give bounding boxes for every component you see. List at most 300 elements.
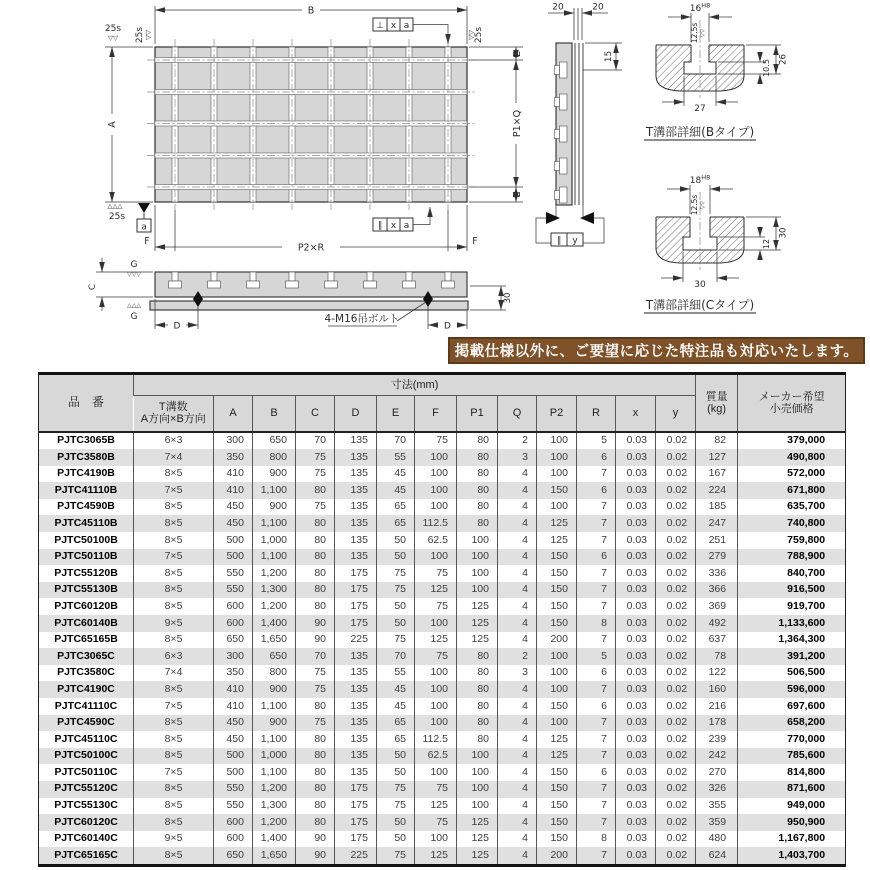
table-cell: 1,300 [253, 582, 296, 599]
table-cell: 75 [415, 814, 457, 831]
table-cell: 410 [214, 466, 253, 483]
parallelism-icon: ∥ [556, 236, 562, 246]
table-cell: 80 [296, 582, 335, 599]
table-cell: PJTC50110B [54, 550, 118, 563]
table-cell: 1,200 [253, 781, 296, 798]
table-cell: 100 [457, 781, 498, 798]
table-cell: 0.02 [656, 781, 696, 798]
table-cell: 82 [696, 432, 738, 450]
finish-25s-topleft-rot: 25s [135, 26, 145, 44]
table-cell: 0.02 [656, 549, 696, 566]
table-cell: 800 [253, 665, 296, 682]
table-cell: 125 [457, 632, 498, 649]
table-cell: 80 [457, 432, 498, 450]
table-row [39, 665, 846, 682]
table-cell: 0.03 [616, 698, 656, 715]
table-cell: 50 [377, 831, 415, 848]
table-cell: 150 [537, 781, 577, 798]
table-cell: PJTC60120B [54, 599, 118, 612]
dim-30: 30 [503, 292, 513, 304]
table-cell: 122 [696, 665, 738, 682]
table-cell: 135 [335, 731, 377, 748]
table-cell: 9×5 [134, 831, 214, 848]
finish-G-bottom: G [130, 312, 138, 322]
dim-cavity-height-c: 12 [762, 238, 771, 250]
table-cell: 242 [696, 748, 738, 765]
table-cell: 4 [498, 715, 537, 732]
table-cell: 78 [696, 648, 738, 665]
table-cell: 0.02 [656, 615, 696, 632]
finish-12.5s: 12.5s [690, 194, 699, 216]
bolt-note: 4-M16吊ボルト [324, 313, 400, 325]
table-cell: 410 [214, 698, 253, 715]
table-cell: 5 [577, 432, 616, 450]
table-cell: 0.03 [616, 615, 656, 632]
table-cell: 500 [214, 532, 253, 549]
table-cell: 0.02 [656, 681, 696, 698]
table-cell: 550 [214, 781, 253, 798]
table-cell: 600 [214, 831, 253, 848]
table-cell: 75 [377, 798, 415, 815]
table-cell: 135 [335, 648, 377, 665]
table-cell: 80 [296, 549, 335, 566]
table-cell: 175 [335, 565, 377, 582]
table-cell: PJTC55120B [54, 566, 118, 579]
table-cell: 0.03 [616, 499, 656, 516]
finish-mark-icon: △△△ [127, 302, 141, 309]
table-cell: 6 [577, 698, 616, 715]
svg-text:a: a [403, 21, 410, 31]
table-row [39, 549, 846, 566]
table-cell: 4 [498, 831, 537, 848]
table-cell: 80 [457, 648, 498, 665]
table-cell: 75 [415, 565, 457, 582]
table-cell: 80 [457, 466, 498, 483]
table-cell: 75 [377, 781, 415, 798]
table-cell: 100 [537, 665, 577, 682]
table-cell: 7 [577, 466, 616, 483]
table-cell: 0.02 [656, 798, 696, 815]
table-cell: 1,000 [253, 532, 296, 549]
table-cell: 0.02 [656, 466, 696, 483]
table-cell: 225 [335, 632, 377, 649]
table-cell: 50 [377, 598, 415, 615]
table-cell: PJTC3580B [57, 450, 115, 463]
table-cell: 90 [296, 847, 335, 865]
table-cell: 8×5 [134, 582, 214, 599]
table-cell: 7 [577, 598, 616, 615]
table-cell: 0.02 [656, 731, 696, 748]
table-cell: 1,100 [253, 731, 296, 748]
table-cell: 0.03 [616, 781, 656, 798]
table-cell: 75 [415, 432, 457, 450]
table-cell: 0.02 [656, 565, 696, 582]
dim-B: B [307, 5, 315, 17]
table-cell: 270 [696, 764, 738, 781]
table-cell: 135 [335, 698, 377, 715]
dim-20-right: 20 [592, 2, 604, 13]
technical-drawing [0, 0, 870, 334]
table-row [39, 615, 846, 632]
table-cell: 4 [498, 632, 537, 649]
col-C: C [296, 396, 335, 432]
table-cell: 4 [498, 466, 537, 483]
table-cell: 0.03 [616, 798, 656, 815]
table-cell: 4 [498, 781, 537, 798]
table-cell: 410 [214, 482, 253, 499]
notice-banner [448, 337, 865, 364]
table-cell: 100 [415, 499, 457, 516]
table-cell: 0.03 [616, 449, 656, 466]
table-cell: 62.5 [415, 532, 457, 549]
finish-mark-icon: ▽▽ [700, 200, 706, 210]
table-cell: 4 [498, 748, 537, 765]
table-cell: 80 [457, 715, 498, 732]
table-cell: 100 [415, 715, 457, 732]
table-cell: 740,800 [738, 515, 846, 532]
dim-A: A [107, 121, 118, 128]
table-cell: 4 [498, 598, 537, 615]
table-cell: 6 [577, 482, 616, 499]
table-row [39, 598, 846, 615]
table-cell: 4 [498, 549, 537, 566]
table-cell: 75 [415, 781, 457, 798]
table-cell: 840,700 [738, 565, 846, 582]
table-cell: PJTC3065B [57, 434, 115, 447]
dim-D-left: D [173, 321, 181, 332]
header-row-1 [39, 374, 846, 396]
table-cell: PJTC65165C [54, 848, 118, 861]
table-cell: 7 [577, 565, 616, 582]
table-cell: 75 [296, 449, 335, 466]
table-cell: 480 [696, 831, 738, 848]
table-cell: 80 [457, 499, 498, 516]
table-cell: 0.03 [616, 432, 656, 450]
table-cell: 7×5 [134, 764, 214, 781]
table-cell: 100 [457, 764, 498, 781]
table-cell: 224 [696, 482, 738, 499]
col-R: R [577, 396, 616, 432]
svg-text:a: a [403, 221, 410, 231]
table-cell: 391,200 [738, 648, 846, 665]
table-cell: 150 [537, 582, 577, 599]
table-cell: PJTC50100C [54, 749, 118, 762]
datum-symbol [137, 203, 151, 233]
table-cell: 75 [377, 847, 415, 865]
table-cell: 1,400 [253, 831, 296, 848]
table-cell: 0.03 [616, 648, 656, 665]
table-cell: 506,500 [738, 665, 846, 682]
table-cell: 135 [335, 715, 377, 732]
table-row [39, 847, 846, 865]
finish-mark-icon: ▽▽ [700, 28, 706, 38]
table-cell: 500 [214, 764, 253, 781]
table-cell: 0.03 [616, 549, 656, 566]
table-cell: 8×5 [134, 681, 214, 698]
table-cell: PJTC4590C [57, 716, 115, 729]
table-cell: 7×5 [134, 698, 214, 715]
table-cell: 125 [415, 632, 457, 649]
table-cell: 65 [377, 499, 415, 516]
col-retail-price: メーカー希望 小売価格 [738, 374, 846, 432]
spec-table [38, 372, 846, 867]
table-cell: 6×3 [134, 432, 214, 450]
table-cell: PJTC4190C [57, 682, 115, 695]
table-cell: 100 [537, 499, 577, 516]
table-cell: 4 [498, 764, 537, 781]
table-cell: 125 [457, 615, 498, 632]
table-cell: 80 [296, 515, 335, 532]
table-cell: 0.02 [656, 715, 696, 732]
table-cell: 7 [577, 847, 616, 865]
table-cell: 8×5 [134, 781, 214, 798]
finish-mark-icon: ▽▽ [108, 34, 118, 42]
table-cell: 65 [377, 715, 415, 732]
table-cell: 1,133,600 [738, 615, 846, 632]
table-cell: 100 [537, 715, 577, 732]
table-cell: 100 [415, 665, 457, 682]
table-cell: 0.03 [616, 748, 656, 765]
table-cell: 0.03 [616, 665, 656, 682]
table-cell: 100 [415, 681, 457, 698]
finish-25s-topleft: 25s [104, 24, 122, 34]
dim-cavity-width-b: 27 [694, 104, 706, 114]
table-cell: 450 [214, 715, 253, 732]
table-cell: PJTC4190B [57, 467, 115, 480]
table-cell: 100 [415, 831, 457, 848]
table-cell: 0.02 [656, 698, 696, 715]
table-cell: 8×5 [134, 466, 214, 483]
table-cell: 7×5 [134, 549, 214, 566]
table-cell: 2 [498, 648, 537, 665]
table-cell: 75 [377, 582, 415, 599]
col-A: A [214, 396, 253, 432]
table-cell: 100 [457, 748, 498, 765]
table-cell: 550 [214, 565, 253, 582]
table-cell: 7 [577, 814, 616, 831]
table-cell: 80 [296, 482, 335, 499]
table-cell: 650 [253, 648, 296, 665]
table-cell: 814,800 [738, 764, 846, 781]
table-cell: 355 [696, 798, 738, 815]
table-cell: 0.03 [616, 715, 656, 732]
table-cell: 450 [214, 731, 253, 748]
table-cell: PJTC50110C [54, 765, 118, 778]
col-P2: P2 [537, 396, 577, 432]
table-cell: 4 [498, 615, 537, 632]
bottom-section-view [88, 258, 513, 332]
table-cell: 50 [377, 764, 415, 781]
table-cell: 135 [335, 532, 377, 549]
table-row [39, 681, 846, 698]
datum-label: a [141, 222, 147, 233]
table-cell: 100 [537, 648, 577, 665]
table-cell: 326 [696, 781, 738, 798]
table-cell: 100 [415, 449, 457, 466]
table-cell: 0.03 [616, 731, 656, 748]
table-cell: 100 [457, 582, 498, 599]
dim-P2R: P2×R [297, 242, 325, 254]
dim-depth-b: 26 [778, 54, 789, 65]
table-cell: 0.03 [616, 831, 656, 848]
table-cell: 8×5 [134, 499, 214, 516]
table-cell: 6 [577, 764, 616, 781]
table-cell: 65 [377, 731, 415, 748]
table-row [39, 432, 846, 450]
table-cell: 8×5 [134, 748, 214, 765]
table-cell: 200 [537, 632, 577, 649]
table-cell: 7 [577, 532, 616, 549]
table-cell: 279 [696, 549, 738, 566]
table-cell: 125 [537, 731, 577, 748]
table-cell: 0.02 [656, 814, 696, 831]
table-cell: 100 [537, 432, 577, 450]
table-cell: 75 [415, 648, 457, 665]
table-cell: 8×5 [134, 814, 214, 831]
table-cell: 3 [498, 665, 537, 682]
table-cell: 1,650 [253, 847, 296, 865]
table-cell: 0.02 [656, 598, 696, 615]
table-cell: 369 [696, 598, 738, 615]
table-cell: 7 [577, 681, 616, 698]
table-cell: 8×5 [134, 532, 214, 549]
table-cell: 2 [498, 432, 537, 450]
table-cell: PJTC60140C [54, 832, 118, 845]
col-D: D [335, 396, 377, 432]
table-cell: 90 [296, 831, 335, 848]
table-cell: 900 [253, 499, 296, 516]
table-cell: 80 [457, 449, 498, 466]
table-cell: 336 [696, 565, 738, 582]
table-cell: 45 [377, 466, 415, 483]
table-cell: 635,700 [738, 499, 846, 516]
table-cell: 100 [415, 482, 457, 499]
notice-text: 掲載仕様以外に、ご要望に応じた特注品も対応いたします。 [454, 344, 859, 360]
table-cell: 7 [577, 715, 616, 732]
table-cell: PJTC45110C [54, 732, 118, 745]
table-cell: 100 [415, 549, 457, 566]
table-cell: PJTC3580C [57, 666, 115, 679]
table-cell: 62.5 [415, 748, 457, 765]
table-cell: 0.02 [656, 648, 696, 665]
table-cell: 80 [296, 565, 335, 582]
table-cell: 550 [214, 798, 253, 815]
table-cell: 80 [296, 781, 335, 798]
table-cell: 150 [537, 598, 577, 615]
dim-20-left: 20 [552, 2, 564, 13]
table-cell: 0.03 [616, 532, 656, 549]
dim-cavity-height-b: 10.5 [762, 59, 771, 77]
table-cell: 135 [335, 549, 377, 566]
table-cell: 0.02 [656, 515, 696, 532]
table-cell: 7 [577, 781, 616, 798]
table-cell: 100 [415, 466, 457, 483]
table-cell: 75 [296, 681, 335, 698]
table-cell: 788,900 [738, 549, 846, 566]
table-cell: 90 [296, 615, 335, 632]
table-cell: 7 [577, 499, 616, 516]
table-cell: PJTC65165B [54, 633, 118, 646]
table-cell: 0.02 [656, 482, 696, 499]
table-cell: 216 [696, 698, 738, 715]
table-cell: 0.03 [616, 515, 656, 532]
table-cell: 0.03 [616, 632, 656, 649]
table-cell: 350 [214, 449, 253, 466]
table-cell: 658,200 [738, 715, 846, 732]
table-cell: 950,900 [738, 814, 846, 831]
table-cell: 600 [214, 615, 253, 632]
table-cell: 80 [296, 814, 335, 831]
table-row [39, 764, 846, 781]
detail-b-title: T溝部詳細(Bタイプ) [645, 125, 755, 139]
table-cell: 4 [498, 698, 537, 715]
clamp-triangle-icon [546, 212, 560, 224]
table-cell: 7 [577, 798, 616, 815]
table-cell: 410 [214, 681, 253, 698]
dim-slot-width-b: $16^{H8}$ [689, 1, 711, 14]
t-slot-detail-c [644, 174, 789, 314]
table-cell: 1,100 [253, 764, 296, 781]
table-cell: 0.02 [656, 665, 696, 682]
table-cell: PJTC41110B [54, 483, 118, 496]
table-cell: 7 [577, 632, 616, 649]
table-cell: 45 [377, 482, 415, 499]
table-cell: 75 [296, 466, 335, 483]
col-group-dimensions: 寸法(mm) [134, 374, 696, 396]
t-slot-detail-b [644, 2, 789, 141]
table-cell: 175 [335, 598, 377, 615]
svg-text:y: y [572, 236, 578, 246]
parallelism-icon: ∥ [377, 221, 383, 231]
table-cell: PJTC60140B [54, 616, 118, 629]
dim-cavity-width-c: 30 [694, 280, 706, 290]
table-cell: 125 [537, 515, 577, 532]
table-cell: 0.03 [616, 598, 656, 615]
finish-mark-icon: ▽▽ [467, 30, 475, 40]
table-cell: 8×5 [134, 598, 214, 615]
clamp-triangle-icon [580, 212, 594, 224]
table-cell: 350 [214, 665, 253, 682]
col-F: F [415, 396, 457, 432]
table-cell: 150 [537, 549, 577, 566]
table-cell: 4 [498, 814, 537, 831]
table-cell: 55 [377, 449, 415, 466]
table-cell: 300 [214, 648, 253, 665]
detail-c-title: T溝部詳細(Cタイプ) [645, 298, 755, 312]
table-cell: 500 [214, 549, 253, 566]
table-cell: PJTC50100B [54, 533, 118, 546]
table-cell: 150 [537, 615, 577, 632]
table-row [39, 449, 846, 466]
table-cell: 871,600 [738, 781, 846, 798]
table-cell: 178 [696, 715, 738, 732]
table-cell: 8×5 [134, 731, 214, 748]
table-cell: 0.03 [616, 814, 656, 831]
table-cell: 135 [335, 499, 377, 516]
perpendicularity-icon: ⊥ [376, 21, 384, 31]
table-cell: 1,364,300 [738, 632, 846, 649]
table-cell: 125 [457, 831, 498, 848]
finish-25s-bottomleft: 25s [108, 212, 126, 222]
table-row [39, 582, 846, 599]
table-cell: 112.5 [415, 731, 457, 748]
table-cell: 919,700 [738, 598, 846, 615]
table-cell: PJTC3065C [57, 649, 115, 662]
table-row [39, 831, 846, 848]
table-row [39, 632, 846, 649]
table-cell: 572,000 [738, 466, 846, 483]
table-cell: 7×5 [134, 482, 214, 499]
